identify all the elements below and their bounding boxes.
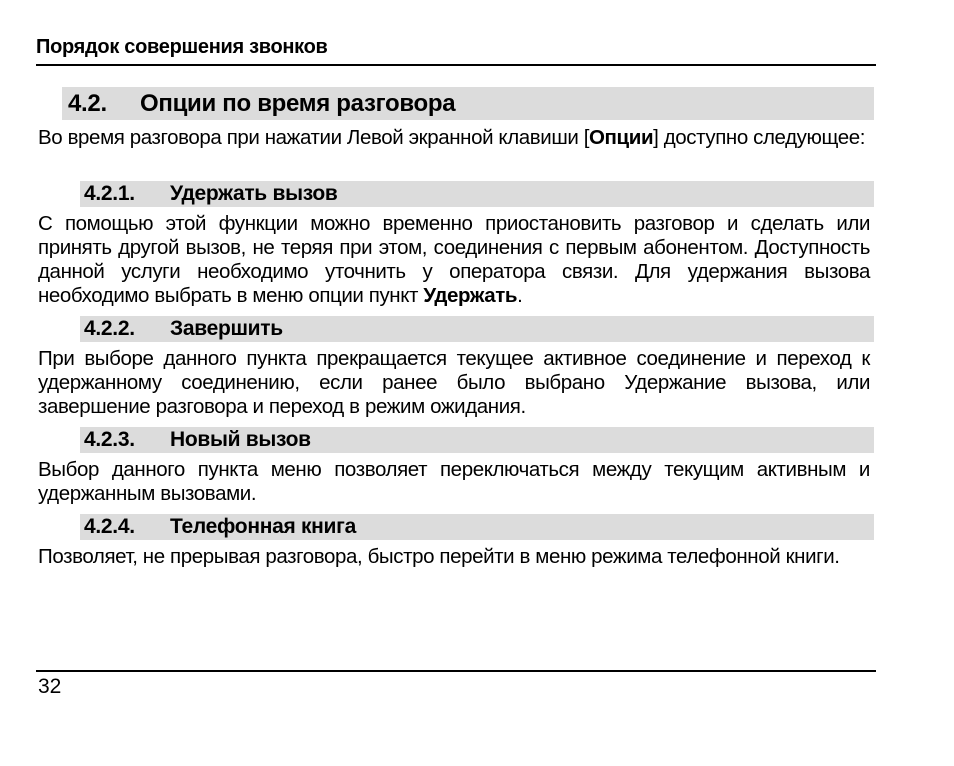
hold-text-bold: Удержать — [423, 284, 518, 307]
subsection-heading-end — [80, 316, 874, 342]
subsection-number: 4.2.1. — [84, 182, 135, 205]
subsection-number: 4.2.2. — [84, 317, 135, 340]
hold-text-before: С помощью этой функции можно временно приостановить разговор и сделать или принять другой вызов, не теряя при этом, соединения с первым абонентом. Доступность данной услуги необходимо уточнить у оператора связи. Для удержания вызова необходимо выбрать в меню опции пункт — [38, 212, 870, 307]
subsection-text-hold — [38, 212, 870, 308]
manual-page — [36, 0, 876, 766]
subsection-title: Новый вызов — [170, 428, 311, 451]
section-number: 4.2. — [68, 90, 107, 117]
subsection-title: Удержать вызов — [170, 182, 338, 205]
subsection-text-phonebook: Позволяет, не прерывая разговора, быстро перейти в меню режима телефонной книги. — [38, 545, 840, 568]
subsection-heading-phonebook — [80, 514, 874, 540]
subsection-title: Завершить — [170, 317, 283, 340]
running-header: Порядок совершения звонков — [36, 36, 328, 58]
intro-text-after: ] доступно следующее: — [653, 126, 866, 149]
subsection-text-end: При выборе данного пункта прекращается текущее активное соединение и переход к удержанному соединению, если ранее было выбрано Удержание вызова, или завершение разговора и переход в режим ожидания. — [38, 347, 870, 418]
intro-text-before: Во время разговора при нажатии Левой экранной клавиши [ — [38, 126, 590, 149]
page-number: 32 — [38, 675, 62, 698]
intro-text-bold: Опции — [589, 126, 654, 149]
section-heading — [62, 87, 874, 120]
footer-rule — [36, 670, 876, 672]
subsection-heading-hold — [80, 181, 874, 207]
subsection-number: 4.2.4. — [84, 515, 135, 538]
section-intro — [38, 126, 870, 150]
hold-text-after: . — [517, 284, 523, 307]
section-title: Опции по время разговора — [140, 90, 456, 117]
subsection-text-new-call: Выбор данного пункта меню позволяет переключаться между текущим активным и удержанным вызовами. — [38, 458, 870, 505]
subsection-title: Телефонная книга — [170, 515, 356, 538]
subsection-heading-new-call — [80, 427, 874, 453]
header-rule — [36, 64, 876, 66]
subsection-number: 4.2.3. — [84, 428, 135, 451]
